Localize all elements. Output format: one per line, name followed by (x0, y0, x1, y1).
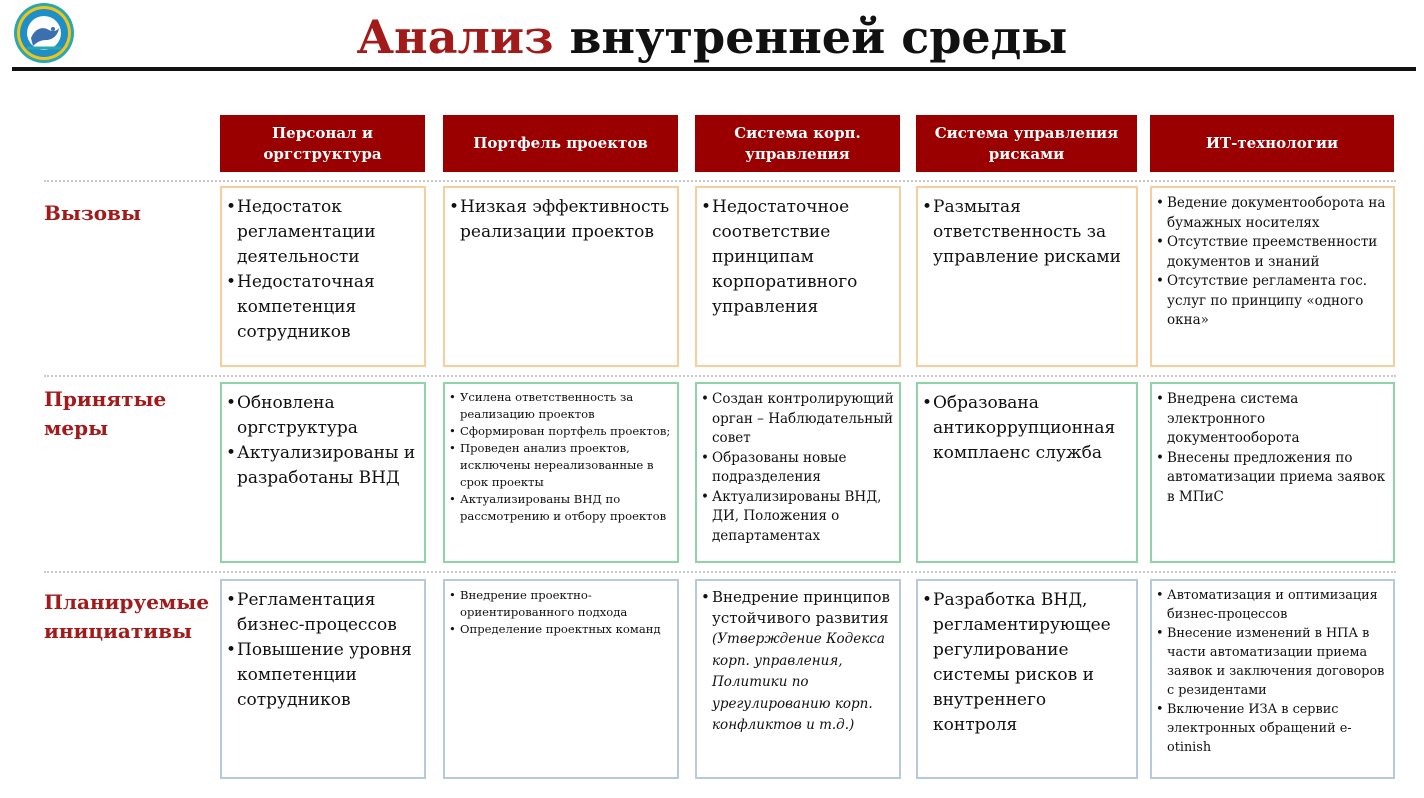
list-item: • Отсутствие регламента гос. услуг по принципу «одного окна» (1156, 272, 1389, 331)
cell-measures-portfolio (443, 382, 679, 563)
list-item: • Актуализированы ВНД, ДИ, Положения о департаментах (701, 488, 895, 547)
row-divider (44, 375, 1396, 377)
cell-measures-it (1150, 382, 1395, 563)
list-item: • Обновлена оргструктура (226, 391, 420, 441)
list-item: • Размытая ответственность за управление рисками (922, 195, 1132, 270)
title-underline (12, 67, 1416, 71)
column-header-label: Система корп. управления (734, 123, 861, 163)
column-header-it (1150, 115, 1394, 172)
list-item (701, 587, 895, 736)
list-item: • Актуализированы и разработаны ВНД (226, 441, 420, 491)
row-label-measures: Принятые меры (44, 387, 167, 440)
list-item: • Создан контролирующий орган – Наблюдательный совет (701, 390, 895, 449)
list-item: • Регламентация бизнес-процессов (226, 588, 420, 638)
list-item: • Определение проектных команд (449, 621, 673, 638)
initiative-main-text: Внедрение принципов устойчивого развития (712, 588, 890, 627)
cell-measures-risk (916, 382, 1138, 563)
column-header-label: Система управления рисками (934, 123, 1119, 163)
list-item: • Недостаточное соответствие принципам корпоративного управления (701, 195, 895, 320)
list-item: • Внедрена система электронного документооборота (1156, 390, 1389, 449)
list-item: • Недостаточная компетенция сотрудников (226, 270, 420, 345)
row-label-challenges: Вызовы (44, 201, 142, 225)
title-rest: внутренней среды (553, 10, 1068, 64)
list-item: • Образована антикоррупционная комплаенс служба (922, 391, 1132, 466)
column-header-corp-governance (695, 115, 900, 172)
cell-measures-personnel (220, 382, 426, 563)
row-label-initiatives: Планируемые инициативы (44, 590, 210, 643)
cell-initiatives-corp-governance (695, 579, 901, 779)
initiative-note-text: (Утверждение Кодекса корп. управления, Политики по урегулированию корп. конфликтов и т.д.) (712, 631, 885, 733)
list-item: • Актуализированы ВНД по рассмотрению и отбору проектов (449, 491, 673, 525)
column-header-personnel (220, 115, 425, 172)
list-item: • Низкая эффективность реализации проектов (449, 195, 673, 245)
column-header-label: Портфель проектов (473, 134, 648, 152)
row-divider (44, 180, 1396, 182)
cell-challenges-personnel (220, 186, 426, 367)
row-divider (44, 571, 1396, 573)
cell-challenges-portfolio (443, 186, 679, 367)
cell-challenges-corp-governance (695, 186, 901, 367)
column-header-portfolio (443, 115, 678, 172)
list-item: • Ведение документооборота на бумажных носителях (1156, 194, 1389, 233)
column-header-label: ИТ-технологии (1205, 134, 1339, 152)
list-item: • Разработка ВНД, регламентирующее регулирование системы рисков и внутреннего контроля (922, 588, 1132, 738)
column-header-label: Персонал и оргструктура (263, 123, 382, 163)
list-item: • Внесены предложения по автоматизации приема заявок в МПиС (1156, 449, 1389, 508)
title-accent: Анализ (356, 10, 554, 64)
list-item: • Внесение изменений в НПА в части автоматизации приема заявок и заключения договоров с резидентами (1156, 624, 1389, 700)
column-header-risk-management (916, 115, 1137, 172)
cell-initiatives-risk (916, 579, 1138, 779)
list-item: • Недостаток регламентации деятельности (226, 195, 420, 270)
cell-initiatives-portfolio (443, 579, 679, 779)
list-item: • Усилена ответственность за реализацию проектов (449, 389, 673, 423)
list-item: • Включение ИЗА в сервис электронных обращений e-otinish (1156, 700, 1389, 757)
cell-initiatives-personnel (220, 579, 426, 779)
page-title (0, 8, 1424, 66)
cell-initiatives-it (1150, 579, 1395, 779)
list-item: • Образованы новые подразделения (701, 449, 895, 488)
cell-measures-corp-governance (695, 382, 901, 563)
cell-challenges-risk (916, 186, 1138, 367)
list-item: • Повышение уровня компетенции сотрудников (226, 638, 420, 713)
list-item: • Сформирован портфель проектов; (449, 423, 673, 440)
cell-challenges-it (1150, 186, 1395, 367)
list-item: • Отсутствие преемственности документов и знаний (1156, 233, 1389, 272)
list-item: • Проведен анализ проектов, исключены нереализованные в срок проекты (449, 440, 673, 491)
list-item: • Внедрение проектно-ориентированного подхода (449, 587, 673, 621)
list-item: • Автоматизация и оптимизация бизнес-процессов (1156, 586, 1389, 624)
